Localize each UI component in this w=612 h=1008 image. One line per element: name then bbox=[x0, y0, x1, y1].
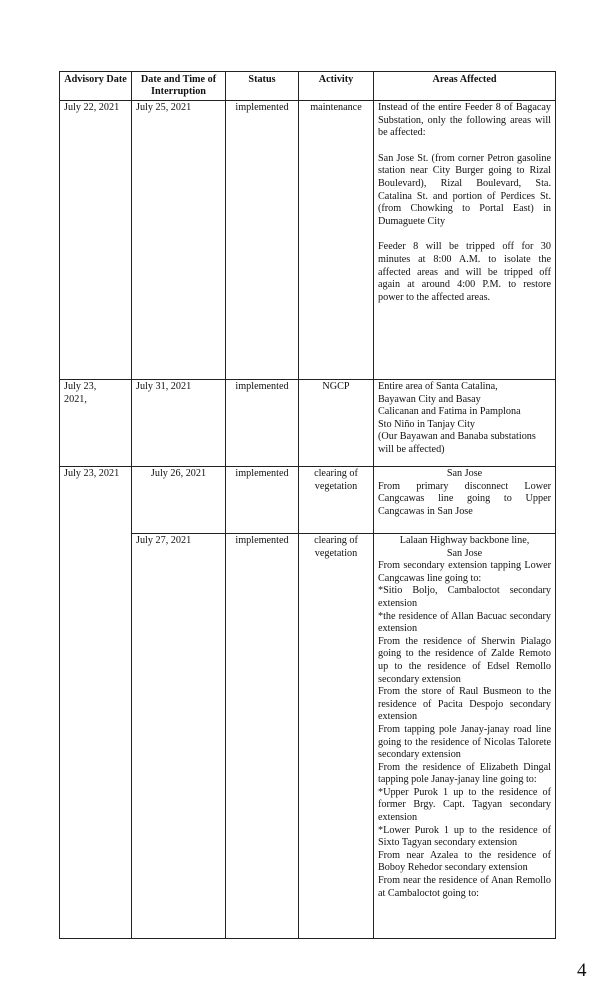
activity-cell: clearing of vegetation bbox=[299, 467, 374, 534]
activity-cell: NGCP bbox=[299, 380, 374, 467]
area-line: From the residence of Elizabeth Dingal tapping pole Janay-janay line going to: bbox=[378, 761, 551, 786]
status-cell: implemented bbox=[226, 380, 299, 467]
areas-affected-cell bbox=[374, 467, 556, 534]
header-activity: Activity bbox=[299, 72, 374, 101]
table-row bbox=[60, 467, 556, 534]
areas-affected-cell bbox=[374, 101, 556, 380]
area-line: From tapping pole Janay-janay road line going to the residence of Nicolas Talorete secondary extension bbox=[378, 723, 551, 761]
page-number: 4 bbox=[577, 960, 587, 981]
advisory-date-cell: July 23, 2021, bbox=[60, 380, 132, 467]
area-paragraph: Instead of the entire Feeder 8 of Bagacay Substation, only the following areas will be affected: bbox=[378, 102, 551, 139]
areas-affected-cell bbox=[374, 534, 556, 939]
area-line: *the residence of Allan Bacuac secondary extension bbox=[378, 610, 551, 635]
interruption-date-cell: July 27, 2021 bbox=[132, 534, 226, 939]
activity-cell: maintenance bbox=[299, 101, 374, 380]
header-status: Status bbox=[226, 72, 299, 101]
status-cell: implemented bbox=[226, 534, 299, 939]
area-line: Bayawan City and Basay bbox=[378, 393, 481, 405]
area-line: Sto Niño in Tanjay City bbox=[378, 418, 476, 430]
area-title: San Jose bbox=[446, 468, 483, 479]
area-title: San Jose bbox=[446, 547, 483, 559]
area-paragraph: San Jose St. (from corner Petron gasoline station near City Burger going to Rizal Boulevard), Rizal Boulevard, Sta. Catalina St. and portion of Perdices St. (from Chowking to Portal East) in Dumaguete City bbox=[378, 152, 551, 227]
area-line: Entire area of Santa Catalina, bbox=[378, 381, 498, 392]
area-line: From the store of Raul Busmeon to the residence of Pacita Despojo secondary extension bbox=[378, 686, 551, 723]
advisory-table bbox=[59, 71, 556, 939]
status-cell: implemented bbox=[226, 101, 299, 380]
advisory-date-cell: July 23, 2021 bbox=[60, 467, 132, 939]
area-line: *Upper Purok 1 up to the residence of former Brgy. Capt. Tagyan secondary extension bbox=[378, 786, 551, 824]
table-row bbox=[60, 101, 556, 380]
table-header-row bbox=[60, 72, 556, 101]
table-row bbox=[60, 380, 556, 467]
interruption-date-cell: July 25, 2021 bbox=[132, 101, 226, 380]
area-line: (Our Bayawan and Banaba substations will be affected) bbox=[378, 431, 536, 455]
area-line: From secondary extension tapping Lower Cangcawas line going to: bbox=[378, 560, 551, 584]
header-interruption: Date and Time of Interruption bbox=[132, 72, 226, 101]
table-row bbox=[60, 534, 556, 939]
area-title: Lalaan Highway backbone line, bbox=[399, 535, 530, 546]
interruption-date-cell: July 26, 2021 bbox=[132, 467, 226, 534]
area-line: Calicanan and Fatima in Pamplona bbox=[378, 406, 521, 418]
advisory-date-cell: July 22, 2021 bbox=[60, 101, 132, 380]
area-line: *Sitio Boljo, Cambaloctot secondary extension bbox=[378, 585, 551, 609]
interruption-date-cell: July 31, 2021 bbox=[132, 380, 226, 467]
area-line: From near the residence of Anan Remollo at Cambaloctot going to: bbox=[378, 875, 551, 899]
area-paragraph: Feeder 8 will be tripped off for 30 minutes at 8:00 A.M. to isolate the affected areas and will be tripped off again at around 4:00 P.M. to restore power to the affected areas. bbox=[378, 241, 551, 303]
status-cell: implemented bbox=[226, 467, 299, 534]
header-advisory-date: Advisory Date bbox=[60, 72, 132, 101]
area-line: *Lower Purok 1 up to the residence of Sixto Tagyan secondary extension bbox=[378, 824, 551, 849]
area-line: From near Azalea to the residence of Boboy Rehedor secondary extension bbox=[378, 849, 551, 874]
areas-affected-cell bbox=[374, 380, 556, 467]
area-line: From the residence of Sherwin Pialago going to the residence of Zalde Remoto up to the residence of Edsel Remollo secondary extension bbox=[378, 635, 551, 685]
header-areas-affected: Areas Affected bbox=[374, 72, 556, 101]
area-line: From primary disconnect Lower Cangcawas line going to Upper Cangcawas in San Jose bbox=[378, 480, 551, 517]
activity-cell: clearing of vegetation bbox=[299, 534, 374, 939]
